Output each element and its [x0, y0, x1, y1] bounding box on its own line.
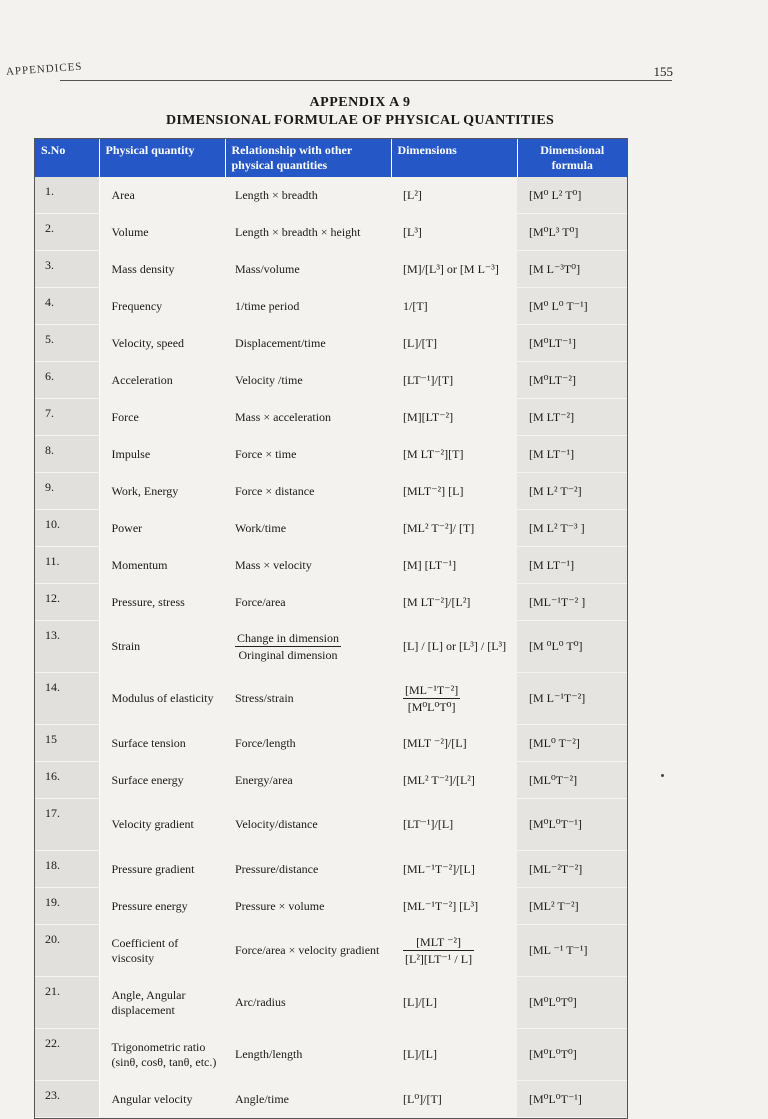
dimensions-cell — [391, 925, 517, 977]
serial-number-cell: 18. — [35, 851, 99, 888]
serial-number-cell: 1. — [35, 177, 99, 214]
running-head: APPENDICES — [5, 60, 83, 78]
table-row — [35, 673, 627, 725]
relationship-cell: Length × breadth × height — [235, 224, 361, 239]
relationship-cell: Force/area — [235, 594, 286, 609]
physical-quantity-cell: Angle, Angular displacement — [111, 987, 186, 1017]
table-header-row — [35, 139, 627, 177]
dimensions-cell — [391, 673, 517, 725]
dimensional-formula-cell: [M⁰L⁰T⁻¹] — [517, 1081, 627, 1118]
physical-quantity-cell: Frequency — [111, 298, 163, 313]
physical-quantity-cell: Mass density — [111, 261, 175, 276]
dimensional-formula-cell: [M ⁰L⁰ T⁰] — [517, 621, 627, 673]
dimensions-cell: [M]/[L³] or [M L⁻³] — [403, 261, 499, 276]
physical-quantity-cell: Surface energy — [111, 772, 184, 787]
serial-number-cell: 13. — [35, 621, 99, 673]
relationship-cell: Pressure/distance — [235, 861, 319, 876]
serial-number-cell: 20. — [35, 925, 99, 977]
physical-quantity-cell: Acceleration — [111, 372, 173, 387]
relationship-cell: Length × breadth — [235, 187, 318, 202]
relationship-cell: Pressure × volume — [235, 898, 325, 913]
physical-quantity-cell: Power — [111, 520, 143, 535]
table-row — [35, 762, 627, 799]
physical-quantity-cell: Momentum — [111, 557, 168, 572]
relationship-cell: Mass/volume — [235, 261, 300, 276]
dimensions-cell: [ML² T⁻²]/[L²] — [403, 772, 475, 787]
dimensions-cell: [L]/[T] — [403, 335, 437, 350]
table-row — [35, 584, 627, 621]
serial-number-cell: 5. — [35, 325, 99, 362]
appendix-title: APPENDIX A 9 — [309, 95, 411, 110]
dimensional-formula-cell: [ML⁰T⁻²] — [517, 762, 627, 799]
dimensional-formula-cell: [M⁰LT⁻²] — [517, 362, 627, 399]
title-block — [120, 95, 600, 129]
relationship-denominator: Oringinal dimension — [238, 648, 338, 662]
serial-number-cell: 2. — [35, 214, 99, 251]
dimensions-cell: [MLT⁻²] [L] — [403, 483, 464, 498]
dimensions-cell: [L⁰]/[T] — [403, 1091, 442, 1106]
table-row — [35, 725, 627, 762]
serial-number-cell: 10. — [35, 510, 99, 547]
physical-quantity-cell: Modulus of elasticity — [111, 691, 214, 705]
dimensional-formulae-table — [34, 138, 628, 1119]
dimensional-formula-cell: [M L² T⁻³ ] — [517, 510, 627, 547]
dimensions-cell: [ML² T⁻²]/ [T] — [403, 520, 475, 535]
physical-quantity-cell: Impulse — [111, 446, 151, 461]
serial-number-cell: 22. — [35, 1029, 99, 1081]
physical-quantity-cell: Coefficient of viscosity — [111, 935, 179, 965]
physical-quantity-cell: Work, Energy — [111, 483, 179, 498]
dimensions-cell: [M LT⁻²][T] — [403, 446, 464, 461]
physical-quantity-cell: Trigonometric ratio (sinθ, cosθ, tanθ, etc.) — [111, 1039, 217, 1069]
serial-number-cell: 15 — [35, 725, 99, 762]
dimensions-cell: [L³] — [403, 224, 422, 239]
dimensions-numerator: [ML⁻¹T⁻²] — [405, 683, 459, 697]
dimensional-formula-cell: [M⁰L⁰T⁰] — [517, 1029, 627, 1081]
table-row — [35, 925, 627, 977]
dimensional-formula-cell: [M L⁻³T⁰] — [517, 251, 627, 288]
physical-quantity-cell: Velocity, speed — [111, 335, 185, 350]
physical-quantity-cell: Force — [111, 409, 139, 424]
dimensions-cell: [M LT⁻²]/[L²] — [403, 594, 471, 609]
table-row — [35, 799, 627, 851]
serial-number-cell: 23. — [35, 1081, 99, 1118]
dimensional-formula-cell: [ML⁰ T⁻²] — [517, 725, 627, 762]
table-row — [35, 473, 627, 510]
relationship-cell — [225, 621, 391, 673]
dimensional-formula-cell: [ML⁻²T⁻²] — [517, 851, 627, 888]
dimensional-formula-cell: [M LT⁻¹] — [517, 547, 627, 584]
relationship-cell: Velocity /time — [235, 372, 303, 387]
serial-number-cell: 21. — [35, 977, 99, 1029]
table-row — [35, 888, 627, 925]
appendix-subtitle: DIMENSIONAL FORMULAE OF PHYSICAL QUANTITIES — [165, 113, 555, 128]
dimensions-denominator: [L²][LT⁻¹ / L] — [405, 952, 473, 966]
physical-quantity-cell: Velocity gradient — [111, 817, 194, 831]
serial-number-cell: 9. — [35, 473, 99, 510]
relationship-numerator: Change in dimension — [237, 631, 339, 645]
header-dimensions: Dimensions — [391, 139, 517, 177]
dimensional-formula-cell: [M⁰LT⁻¹] — [517, 325, 627, 362]
table-row — [35, 851, 627, 888]
serial-number-cell: 17. — [35, 799, 99, 851]
dimensions-cell: [L²] — [403, 187, 422, 202]
dimensional-formula-cell: [M⁰L⁰T⁰] — [517, 977, 627, 1029]
dimensional-formula-cell: [M L⁻¹T⁻²] — [517, 673, 627, 725]
physical-quantity-cell: Volume — [111, 224, 149, 239]
header-dimensional-formula: Dimensional formula — [517, 139, 627, 177]
dimensions-cell: [L]/[L] — [403, 995, 437, 1009]
physical-quantity-cell: Pressure, stress — [111, 594, 185, 609]
table-row — [35, 288, 627, 325]
table-body — [35, 177, 627, 1118]
header-rule — [60, 80, 672, 81]
relationship-cell: Displacement/time — [235, 335, 326, 350]
header-physical-quantity: Physical quantity — [99, 139, 225, 177]
physical-quantity-cell: Pressure energy — [111, 898, 188, 913]
serial-number-cell: 4. — [35, 288, 99, 325]
dimensions-cell: [MLT ⁻²]/[L] — [403, 735, 467, 750]
dimensions-cell: [ML⁻¹T⁻²] [L³] — [403, 898, 479, 913]
dimensional-formula-cell: [M⁰L⁰T⁻¹] — [517, 799, 627, 851]
dimensions-numerator: [MLT ⁻²] — [403, 934, 474, 951]
relationship-cell: Stress/strain — [235, 691, 294, 705]
dimensional-formula-cell: [ML² T⁻²] — [517, 888, 627, 925]
dimensions-cell: 1/[T] — [403, 298, 428, 313]
relationship-cell: Force × distance — [235, 483, 315, 498]
serial-number-cell: 8. — [35, 436, 99, 473]
page-number: 155 — [653, 64, 673, 79]
physical-quantity-cell: Angular velocity — [111, 1091, 193, 1106]
relationship-cell: Length/length — [235, 1047, 303, 1061]
dimensions-cell: [M] [LT⁻¹] — [403, 557, 457, 572]
header-sno: S.No — [35, 139, 99, 177]
relationship-cell: Mass × velocity — [235, 557, 312, 572]
relationship-fraction — [235, 630, 341, 663]
relationship-cell: Arc/radius — [235, 995, 286, 1009]
serial-number-cell: 11. — [35, 547, 99, 584]
physical-quantity-cell: Area — [111, 187, 135, 202]
dimensions-cell: [L] / [L] or [L³] / [L³] — [403, 639, 507, 653]
dimensional-formula-cell: [M LT⁻²] — [517, 399, 627, 436]
relationship-cell: Force/area × velocity gradient — [235, 943, 380, 957]
dimensions-cell: [L]/[L] — [403, 1047, 437, 1061]
header-relationship: Relationship with other physical quantities — [225, 139, 391, 177]
dimensions-cell: [LT⁻¹]/[L] — [403, 817, 454, 831]
dimensional-formula-cell: [ML ⁻¹ T⁻¹] — [517, 925, 627, 977]
physical-quantity-cell: Strain — [111, 639, 141, 653]
serial-number-cell: 16. — [35, 762, 99, 799]
dimensions-fraction — [403, 934, 474, 967]
dimensions-fraction — [403, 682, 460, 715]
table-row — [35, 547, 627, 584]
dimensional-formula-cell: [M LT⁻¹] — [517, 436, 627, 473]
serial-number-cell: 7. — [35, 399, 99, 436]
serial-number-cell: 14. — [35, 673, 99, 725]
dimensional-formula-cell: [M⁰ L⁰ T⁻¹] — [517, 288, 627, 325]
table-row — [35, 325, 627, 362]
dimensional-formula-cell: [M L² T⁻²] — [517, 473, 627, 510]
relationship-cell: Energy/area — [235, 772, 293, 787]
relationship-cell: Velocity/distance — [235, 817, 318, 831]
relationship-cell: Angle/time — [235, 1091, 289, 1106]
serial-number-cell: 12. — [35, 584, 99, 621]
margin-dot — [661, 774, 664, 777]
table-row — [35, 1081, 627, 1118]
table-row — [35, 977, 627, 1029]
table-row — [35, 214, 627, 251]
dimensions-cell: [LT⁻¹]/[T] — [403, 372, 454, 387]
serial-number-cell: 19. — [35, 888, 99, 925]
serial-number-cell: 3. — [35, 251, 99, 288]
dimensions-denominator: [M⁰L⁰T⁰] — [407, 700, 456, 714]
dimensional-formula-cell: [M⁰ L² T⁰] — [517, 177, 627, 214]
table-row — [35, 510, 627, 547]
physical-quantity-cell: Pressure gradient — [111, 861, 195, 876]
relationship-cell: Mass × acceleration — [235, 409, 332, 424]
dimensional-formula-cell: [ML⁻¹T⁻² ] — [517, 584, 627, 621]
table-row — [35, 621, 627, 673]
table-row — [35, 1029, 627, 1081]
table-row — [35, 362, 627, 399]
dimensional-formula-cell: [M⁰L³ T⁰] — [517, 214, 627, 251]
relationship-cell: Force/length — [235, 735, 296, 750]
table-row — [35, 251, 627, 288]
relationship-cell: 1/time period — [235, 298, 300, 313]
dimensions-cell: [M][LT⁻²] — [403, 409, 454, 424]
table-row — [35, 436, 627, 473]
serial-number-cell: 6. — [35, 362, 99, 399]
physical-quantity-cell: Surface tension — [111, 735, 186, 750]
dimensions-cell: [ML⁻¹T⁻²]/[L] — [403, 861, 475, 876]
relationship-cell: Force × time — [235, 446, 297, 461]
table-row — [35, 177, 627, 214]
relationship-cell: Work/time — [235, 520, 287, 535]
table-row — [35, 399, 627, 436]
